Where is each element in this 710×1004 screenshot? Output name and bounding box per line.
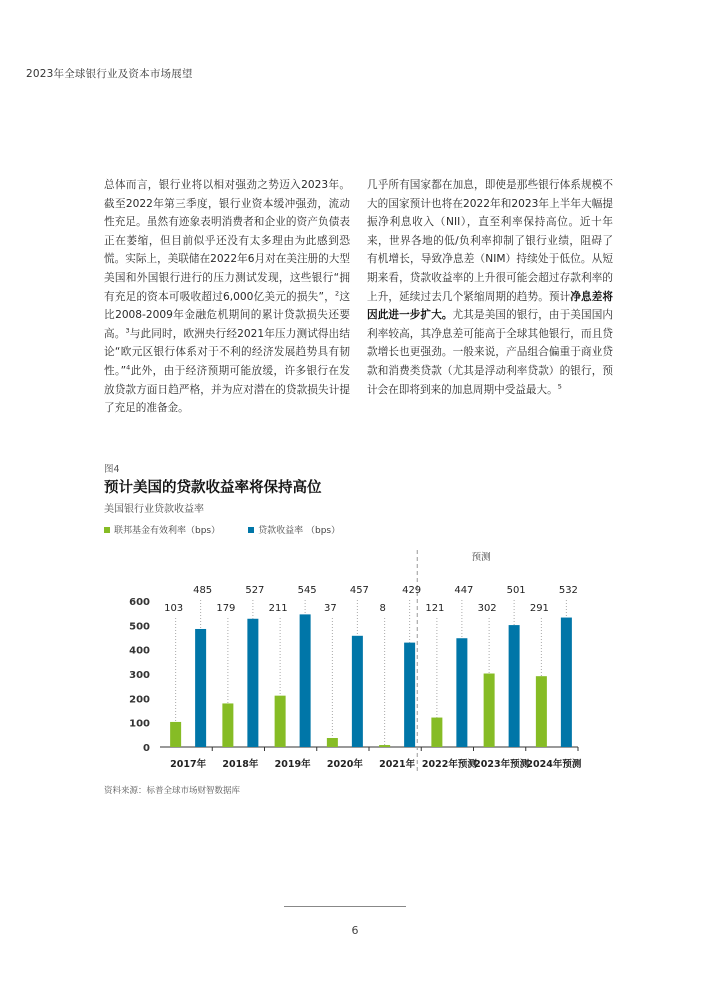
bar-loan-yield — [195, 629, 206, 747]
page-header-title: 2023年全球银行业及资本市场展望 — [26, 68, 193, 80]
data-label-fed-funds: 291 — [529, 603, 549, 614]
paragraph-text: 与此同时，欧洲央行经2021年压力测试得出结论“欧元区银行体系对于不利的经济发展趋势具有韧性。” — [104, 327, 350, 377]
data-label-loan-yield: 532 — [558, 585, 578, 596]
data-label-loan-yield: 501 — [506, 585, 526, 596]
paragraph-text: 几乎所有国家都在加息，即使是那些银行体系规模不大的国家预计也将在2022年和2023年上半年大幅提振净利息收入（NII），直至利率保持高位。近十年来，世界各地的低/负利率抑制了银行业绩，阻碍了有机增长，导致净息差（NIM）持续处于低位。从短期来看，贷款收益率的上升很可能会超过存款利率的上升，延续过去几个紧缩周期的趋势。预计 — [367, 179, 613, 303]
chart-legend — [104, 523, 340, 536]
bar-loan-yield — [509, 625, 520, 747]
footnote-ref: 5 — [557, 382, 562, 390]
bar-fed-funds — [379, 745, 390, 747]
bar-fed-funds — [431, 718, 442, 747]
bar-loan-yield — [352, 636, 363, 747]
x-tick-label: 2021年 — [379, 759, 416, 770]
data-label-loan-yield: 429 — [402, 585, 422, 596]
bar-loan-yield — [561, 618, 572, 747]
footer-divider — [284, 906, 406, 907]
y-tick-label: 200 — [129, 694, 150, 706]
data-label-fed-funds: 37 — [324, 603, 337, 614]
emphasis-text: 净息差将因此进一步扩大。 — [367, 290, 614, 322]
x-tick-label: 2020年 — [326, 759, 363, 770]
legend-label-fed-funds: 联邦基金有效利率（bps） — [114, 526, 221, 536]
x-tick-label: 2018年 — [222, 759, 259, 770]
figure-subtitle: 美国银行业贷款收益率 — [104, 504, 204, 515]
data-label-fed-funds: 121 — [425, 603, 445, 614]
bar-fed-funds — [170, 722, 181, 747]
body-column-left — [104, 176, 350, 418]
page-number: 6 — [351, 924, 359, 937]
data-label-loan-yield: 545 — [297, 585, 317, 596]
legend-swatch-green — [104, 527, 110, 533]
x-tick-label: 2023年预测 — [474, 759, 530, 770]
y-tick-label: 0 — [143, 743, 150, 754]
figure-title: 预计美国的贷款收益率将保持高位 — [104, 480, 322, 496]
y-tick-label: 100 — [129, 718, 150, 730]
data-label-fed-funds: 103 — [164, 603, 184, 614]
x-tick-label: 2019年 — [274, 759, 311, 770]
data-label-fed-funds: 302 — [477, 603, 497, 614]
paragraph-text: 这比2008-2009年金融危机期间的累计贷款损失还要高。 — [104, 290, 350, 340]
bar-fed-funds — [484, 674, 495, 747]
bar-loan-yield — [456, 638, 467, 747]
loan-yield-bar-chart — [100, 540, 600, 776]
legend-item-loan-yield — [248, 523, 340, 536]
bar-fed-funds — [275, 696, 286, 747]
bar-fed-funds — [222, 703, 233, 747]
bar-fed-funds — [536, 676, 547, 747]
figure-label: 图4 — [104, 464, 120, 475]
footnote-ref: 4 — [126, 363, 131, 372]
legend-label-loan-yield: 贷款收益率 （bps） — [258, 526, 341, 536]
data-label-loan-yield: 447 — [454, 585, 474, 596]
bar-loan-yield — [247, 619, 258, 747]
data-label-loan-yield: 527 — [245, 585, 265, 596]
legend-item-fed-funds — [104, 523, 220, 536]
data-label-fed-funds: 179 — [216, 603, 236, 614]
y-tick-label: 400 — [129, 645, 150, 657]
body-column-right — [367, 176, 613, 399]
figure-source: 资料来源：标普全球市场财智数据库 — [104, 786, 241, 796]
data-label-fed-funds: 211 — [268, 603, 288, 614]
forecast-label: 预测 — [471, 552, 491, 563]
y-tick-label: 500 — [129, 621, 150, 633]
bar-loan-yield — [300, 614, 311, 747]
bar-loan-yield — [404, 643, 415, 747]
x-tick-label: 2017年 — [170, 759, 207, 770]
paragraph-text: 尤其是美国的银行，由于美国国内利率较高，其净息差可能高于全球其他银行，而且贷款增长也更强劲。一般来说，产品组合偏重于商业贷款和消费类贷款（尤其是浮动利率贷款）的银行，预计会在即将到来的加息周期中受益最大。 — [367, 309, 614, 396]
paragraph-text: 总体而言，银行业将以相对强劲之势迈入2023年。截至2022年第三季度，银行业资本缓冲强劲，流动性充足。虽然有迹象表明消费者和企业的资产负债表正在萎缩，但目前似乎还没有太多理由为此感到恐慌。实际上，美联储在2022年6月对在美注册的大型美国和外国银行进行的压力测试发现，这些银行“拥有充足的资本可吸收超过6,000亿美元的损失”， — [104, 179, 350, 303]
x-tick-label: 2022年预测 — [421, 759, 477, 770]
footnote-ref: 2 — [335, 289, 340, 298]
paragraph-text: 此外，由于经济预期可能放缓，许多银行在发放贷款方面日趋严格，并为应对潜在的贷款损失计提了充足的准备金。 — [104, 364, 350, 415]
data-label-loan-yield: 485 — [193, 585, 213, 596]
footnote-ref: 3 — [125, 326, 130, 335]
legend-swatch-blue — [248, 527, 254, 533]
data-label-fed-funds: 8 — [379, 603, 386, 614]
y-tick-label: 600 — [129, 597, 150, 608]
x-tick-label: 2024年预测 — [526, 759, 582, 770]
data-label-loan-yield: 457 — [349, 585, 369, 596]
y-tick-label: 300 — [129, 670, 150, 681]
bar-fed-funds — [327, 738, 338, 747]
